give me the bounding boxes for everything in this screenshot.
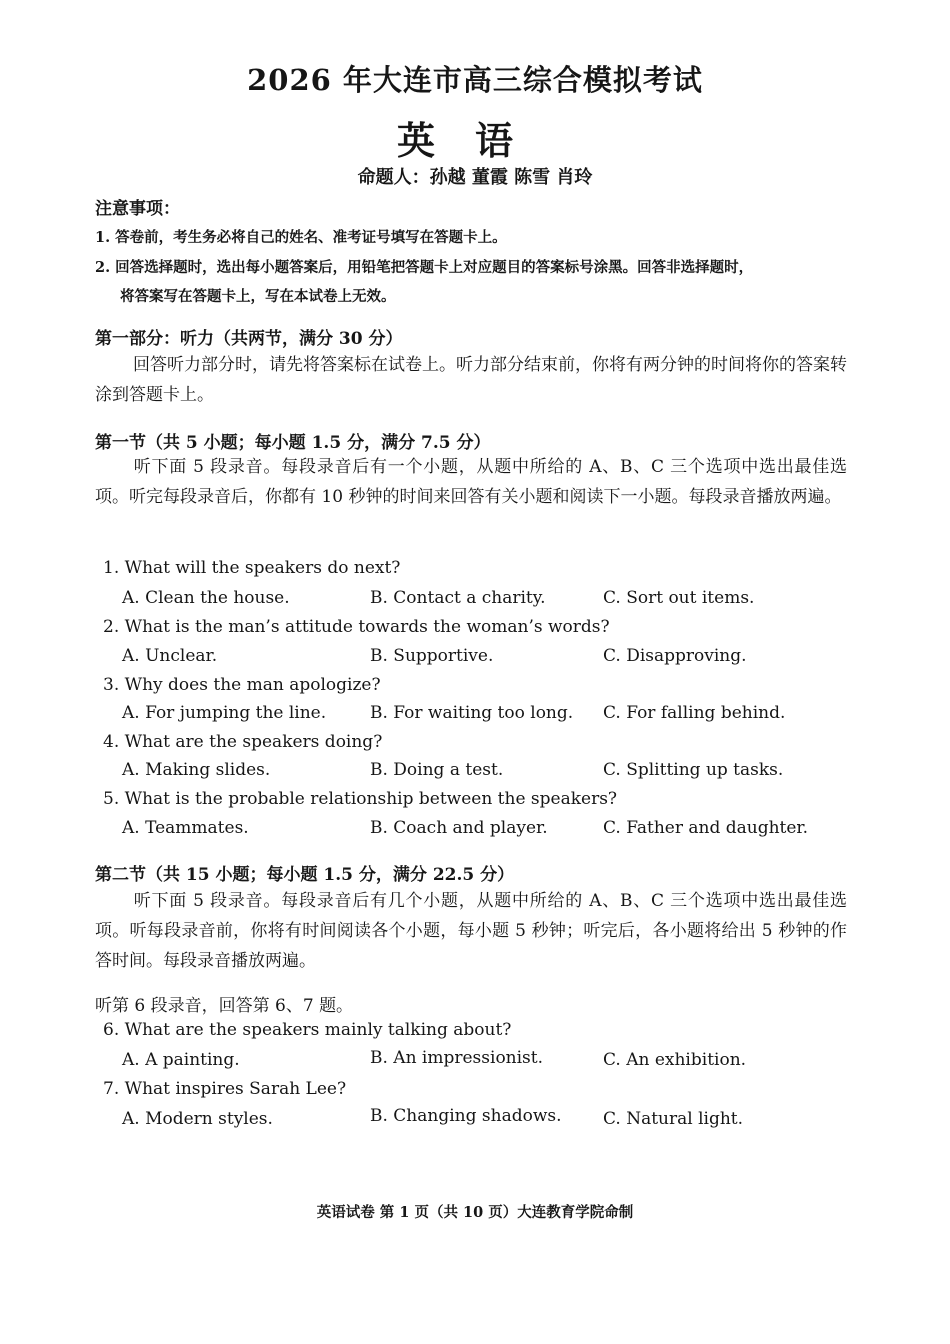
section1-intro-text: 听下面 5 段录音。每段录音后有一个小题，从题中所给的 A、B、C 三个选项中选出最佳选项。听完每段录音后，你都有 10 秒钟的时间来回答有关小题和阅读下一小题。每段录音播放两遍。: [95, 457, 847, 507]
option-a: A. Teammates.: [122, 818, 249, 838]
section2-intro: [95, 886, 847, 976]
option-c: C. Natural light.: [603, 1109, 744, 1129]
page-footer: 英语试卷 第 1 页（共 10 页）大连教育学院命制: [316, 1204, 634, 1221]
option-b: B. Changing shadows.: [370, 1106, 562, 1126]
audio-prompt: 听第 6 段录音，回答第 6、7 题。: [95, 996, 354, 1016]
authors-line: 命题人：孙越 董霞 陈雪 肖玲: [357, 167, 593, 188]
note-item: 1. 答卷前，考生务必将自己的姓名、准考证号填写在答题卡上。: [95, 229, 507, 246]
option-b: B. Coach and player.: [370, 818, 548, 838]
question-7: 7. What inspires Sarah Lee?: [103, 1079, 347, 1099]
section1-intro: [95, 452, 847, 512]
section1-heading: 第一节（共 5 小题；每小题 1.5 分，满分 7.5 分）: [95, 433, 491, 453]
question-4: 4. What are the speakers doing?: [103, 732, 383, 752]
option-a: A. Clean the house.: [122, 588, 290, 608]
subject-title: 英语: [396, 118, 553, 163]
option-b: B. Doing a test.: [370, 760, 504, 780]
option-c: C. Splitting up tasks.: [603, 760, 784, 780]
option-b: B. For waiting too long.: [370, 703, 574, 723]
section2-heading: 第二节（共 15 小题；每小题 1.5 分，满分 22.5 分）: [95, 865, 515, 885]
note-item: 将答案写在答题卡上，写在本试卷上无效。: [120, 288, 396, 305]
option-b: B. Supportive.: [370, 646, 494, 666]
note-item: 2. 回答选择题时，选出每小题答案后，用铅笔把答题卡上对应题目的答案标号涂黑。回答非选择题时，: [95, 259, 754, 276]
option-c: C. Father and daughter.: [603, 818, 809, 838]
notes-heading: 注意事项：: [95, 199, 180, 219]
option-c: C. Disapproving.: [603, 646, 747, 666]
question-2: 2. What is the man’s attitude towards the woman’s words?: [103, 617, 610, 637]
question-3: 3. Why does the man apologize?: [103, 675, 381, 695]
question-6: 6. What are the speakers mainly talking about?: [103, 1020, 512, 1040]
option-a: A. Modern styles.: [122, 1109, 273, 1129]
section2-intro-text: 听下面 5 段录音。每段录音后有几个小题，从题中所给的 A、B、C 三个选项中选出最佳选项。听每段录音前，你将有时间阅读各个小题，每小题 5 秒钟；听完后，各小题将给出 5 秒钟的作答时间。每段录音播放两遍。: [95, 891, 847, 971]
part1-heading: 第一部分：听力（共两节，满分 30 分）: [95, 329, 403, 349]
option-a: A. Unclear.: [122, 646, 218, 666]
option-b: B. An impressionist.: [370, 1048, 544, 1068]
option-c: C. An exhibition.: [603, 1050, 747, 1070]
option-a: A. Making slides.: [122, 760, 271, 780]
option-b: B. Contact a charity.: [370, 588, 546, 608]
part1-intro-text: 回答听力部分时，请先将答案标在试卷上。听力部分结束前，你将有两分钟的时间将你的答案转涂到答题卡上。: [95, 355, 847, 405]
question-5: 5. What is the probable relationship between the speakers?: [103, 789, 618, 809]
option-a: A. For jumping the line.: [122, 703, 327, 723]
option-c: C. Sort out items.: [603, 588, 755, 608]
option-a: A. A painting.: [122, 1050, 240, 1070]
part1-intro: [95, 350, 847, 410]
question-1: 1. What will the speakers do next?: [103, 558, 401, 578]
exam-title: 2026 年大连市高三综合模拟考试: [247, 63, 703, 97]
option-c: C. For falling behind.: [603, 703, 786, 723]
